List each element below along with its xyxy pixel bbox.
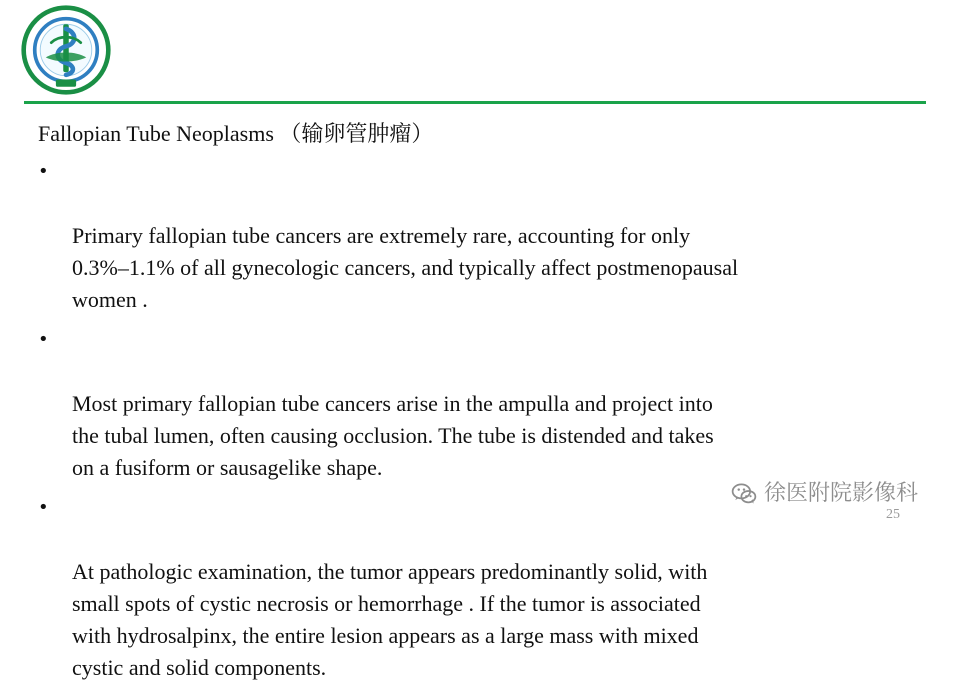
bullet-item — [38, 156, 918, 316]
bullet-item — [38, 324, 918, 484]
slide-title: Fallopian Tube Neoplasms （输卵管肿瘤） — [38, 121, 434, 146]
bullet-list — [38, 156, 918, 684]
slide-content — [38, 118, 918, 692]
hospital-seal-logo — [20, 4, 112, 96]
bullet-item — [38, 492, 918, 684]
wechat-watermark — [730, 480, 918, 508]
wechat-icon — [730, 480, 758, 508]
bullet-text: Most primary fallopian tube cancers arise in the ampulla and project into the tubal lumen, often causing occlusion. The tube is distended and takes on a fusiform or sausagelike shape. — [72, 391, 714, 480]
page-number: 25 — [886, 507, 900, 522]
bullet-marker: • — [38, 497, 49, 518]
bullet-marker: • — [38, 161, 49, 182]
title-divider — [24, 101, 926, 104]
bullet-text: At pathologic examination, the tumor appears predominantly solid, with small spots of cystic necrosis or hemorrhage . If the tumor is associated with hydrosalpinx, the entire lesion appears as a large mass with mixed cystic and solid components. — [72, 559, 708, 680]
watermark-text: 徐医附院影像科 — [764, 481, 919, 506]
bullet-text: Primary fallopian tube cancers are extremely rare, accounting for only 0.3%–1.1% of all gynecologic cancers, and typically affect postmenopausal women . — [72, 223, 739, 312]
bullet-marker: • — [38, 329, 49, 350]
